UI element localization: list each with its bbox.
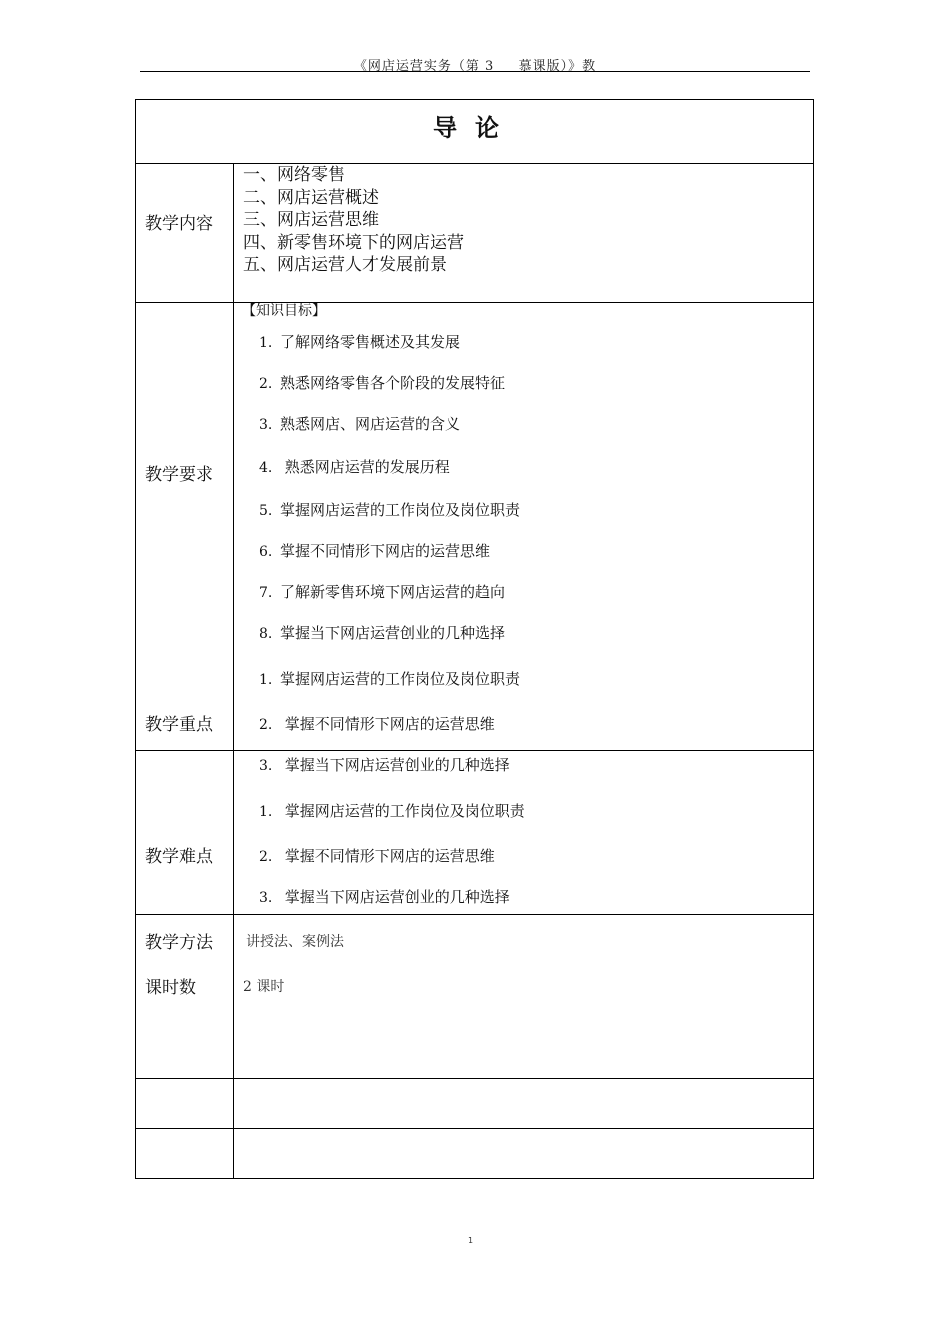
requirement-item xyxy=(259,413,460,434)
item-text: 熟悉网店、网店运营的含义 xyxy=(280,415,461,433)
item-text: 掌握不同情形下网店的运营思维 xyxy=(280,715,495,733)
row-divider xyxy=(135,1078,814,1079)
difficulty-item xyxy=(259,886,510,907)
content-list xyxy=(243,164,464,277)
item-number: 5. xyxy=(259,503,273,519)
content-item: 五、网店运营人才发展前景 xyxy=(243,255,447,275)
item-number: 3. xyxy=(259,890,273,906)
item-text: 熟悉网店运营的发展历程 xyxy=(280,458,450,476)
table-left-border xyxy=(135,99,136,1179)
item-number: 2. xyxy=(259,849,273,865)
hours-label: 课时数 xyxy=(145,978,196,998)
item-number: 1. xyxy=(259,335,273,351)
item-text: 掌握网店运营的工作岗位及岗位职责 xyxy=(280,501,521,519)
difficulty-label: 教学难点 xyxy=(145,847,213,867)
item-text: 掌握当下网店运营创业的几种选择 xyxy=(280,888,510,906)
item-number: 4. xyxy=(259,460,273,476)
difficulty-item xyxy=(259,800,525,821)
header-rule xyxy=(140,71,810,72)
requirement-item xyxy=(259,499,520,520)
row-divider xyxy=(135,914,814,915)
table-bottom-border xyxy=(135,1178,814,1179)
requirement-item xyxy=(259,581,505,602)
item-text: 掌握当下网店运营创业的几种选择 xyxy=(280,756,510,774)
content-label: 教学内容 xyxy=(145,214,213,234)
requirement-item xyxy=(259,540,490,561)
method-label: 教学方法 xyxy=(145,933,213,953)
page-title: 导论 xyxy=(433,114,517,142)
focus-label: 教学重点 xyxy=(145,715,213,735)
row-divider xyxy=(135,750,814,751)
item-number: 8. xyxy=(259,626,273,642)
table-right-border xyxy=(813,99,814,1179)
item-text: 了解新零售环境下网店运营的趋向 xyxy=(280,583,506,601)
focus-item xyxy=(259,713,495,734)
row-divider xyxy=(135,302,814,303)
item-text: 掌握当下网店运营创业的几种选择 xyxy=(280,624,506,642)
requirement-item xyxy=(259,622,505,643)
page-number: 1 xyxy=(468,1236,474,1245)
content-item: 二、网店运营概述 xyxy=(243,187,379,208)
method-value: 讲授法、案例法 xyxy=(246,934,344,950)
content-item: 四、新零售环境下的网店运营 xyxy=(243,232,464,253)
item-number: 2. xyxy=(259,717,273,733)
table-top-border xyxy=(135,99,814,100)
item-number: 1. xyxy=(259,804,273,820)
item-text: 掌握不同情形下网店的运营思维 xyxy=(280,847,495,865)
content-item: 三、网店运营思维 xyxy=(243,210,379,230)
content-item: 一、网络零售 xyxy=(243,165,345,185)
column-divider xyxy=(233,163,234,1179)
item-text: 掌握网店运营的工作岗位及岗位职责 xyxy=(280,802,525,820)
item-number: 1. xyxy=(259,672,273,688)
requirement-item xyxy=(259,372,505,393)
item-number: 2. xyxy=(259,376,273,392)
row-divider xyxy=(135,1128,814,1129)
requirements-label: 教学要求 xyxy=(145,465,213,485)
requirement-item xyxy=(259,456,450,477)
hours-value: 2 课时 xyxy=(243,979,285,995)
item-text: 掌握网店运营的工作岗位及岗位职责 xyxy=(280,670,521,688)
row-divider xyxy=(135,163,814,164)
knowledge-goal-heading: 【知识目标】 xyxy=(242,303,326,319)
item-number: 3. xyxy=(259,417,273,433)
item-text: 熟悉网络零售各个阶段的发展特征 xyxy=(280,374,506,392)
item-text: 掌握不同情形下网店的运营思维 xyxy=(280,542,491,560)
difficulty-item xyxy=(259,845,495,866)
focus-item xyxy=(259,668,520,689)
requirement-item xyxy=(259,331,460,352)
running-header: 《网店运营实务（第 3 慕课版）》教 xyxy=(353,59,597,74)
item-text: 了解网络零售概述及其发展 xyxy=(280,333,461,351)
item-number: 7. xyxy=(259,585,273,601)
focus-item xyxy=(259,754,510,775)
item-number: 6. xyxy=(259,544,273,560)
item-number: 3. xyxy=(259,758,273,774)
